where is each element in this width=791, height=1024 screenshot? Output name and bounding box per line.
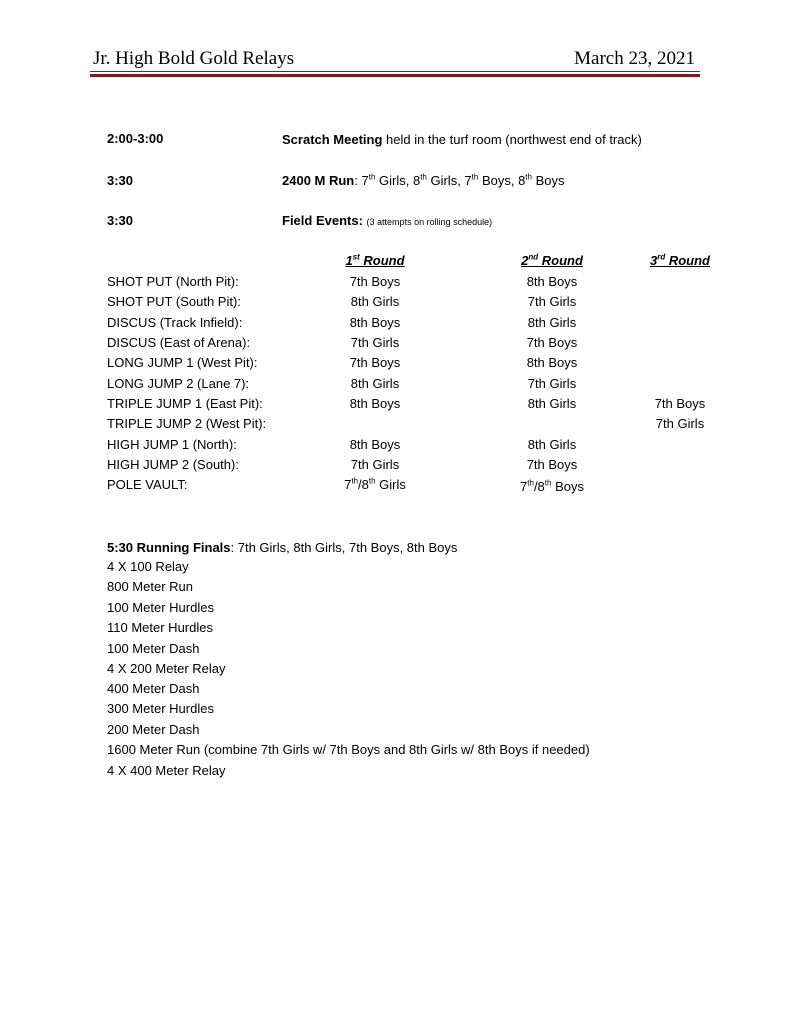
field-event-round-2: 7th Boys [526,335,578,350]
field-event-round-2: 8th Girls [527,396,577,411]
schedule-field-events [282,213,492,230]
schedule-label: 2400 M Run [282,173,355,188]
pole-vault-round-1 [315,477,435,492]
text-part: Boys [551,479,584,494]
field-event-round-1: 8th Boys [349,437,401,452]
superscript: th [351,476,359,486]
superscript: th [368,172,376,182]
running-event: 4 X 100 Relay [107,559,189,574]
text-part: Girls, 7 [426,173,472,188]
schedule-2400-run [282,173,564,189]
field-event-round-2: 8th Girls [527,437,577,452]
superscript: th [368,476,376,486]
round-num: 3 [650,253,658,268]
running-event: 1600 Meter Run (combine 7th Girls w/ 7th Boys and 8th Girls w/ 8th Boys if needed) [107,742,590,757]
schedule-label: Field Events: [282,213,363,228]
field-event-round-2: 7th Girls [527,376,577,391]
round-word: Round [359,253,405,268]
text-part: Boys [531,173,565,188]
field-event-round-1: 8th Boys [349,315,401,330]
field-event-name: DISCUS (Track Infield): [107,315,243,330]
field-event-round-2: 7th Girls [527,294,577,309]
header-rule-thick [90,74,700,77]
schedule-scratch-meeting [282,132,642,148]
running-event: 4 X 200 Meter Relay [107,661,226,676]
field-event-name: TRIPLE JUMP 2 (West Pit): [107,416,267,431]
text-part: /8 [533,479,545,494]
field-event-round-2: 8th Girls [527,315,577,330]
field-event-name: SHOT PUT (South Pit): [107,294,241,309]
document-title: Jr. High Bold Gold Relays [93,48,295,69]
round-num: 1 [345,253,353,268]
running-finals-title: 5:30 Running Finals [107,540,231,555]
field-event-round-3: 7th Girls [655,416,705,431]
schedule-time-field: 3:30 [107,213,134,228]
running-event: 100 Meter Dash [107,641,200,656]
field-event-round-1: 7th Boys [349,274,401,289]
running-event: 200 Meter Dash [107,722,200,737]
running-finals-divisions: : 7th Girls, 8th Girls, 7th Boys, 8th Boys [230,540,458,555]
text-part: /8 [358,477,369,492]
schedule-note: (3 attempts on rolling schedule) [366,217,493,227]
running-finals-heading [107,540,457,556]
field-event-name: LONG JUMP 2 (Lane 7): [107,376,250,391]
field-event-name: HIGH JUMP 2 (South): [107,457,239,472]
field-event-round-2: 8th Boys [526,355,578,370]
field-event-round-2: 8th Boys [526,274,578,289]
superscript: th [527,478,534,488]
round-2-header [492,253,612,268]
schedule-text: held in the turf room (northwest end of track) [382,132,642,147]
field-event-name: TRIPLE JUMP 1 (East Pit): [107,396,263,411]
text-part: 7 [520,479,528,494]
superscript: th [471,172,479,182]
superscript: th [544,478,552,488]
schedule-label: Scratch Meeting [282,132,383,147]
field-event-round-2: 7th Boys [526,457,578,472]
field-event-round-3: 7th Boys [654,396,706,411]
running-event: 110 Meter Hurdles [107,620,213,635]
schedule-time-scratch: 2:00-3:00 [107,131,164,146]
field-event-name: POLE VAULT: [107,477,188,492]
schedule-time-2400: 3:30 [107,173,134,188]
running-event: 4 X 400 Meter Relay [107,763,226,778]
field-event-round-1: 7th Boys [349,355,401,370]
field-event-name: LONG JUMP 1 (West Pit): [107,355,258,370]
field-event-name: SHOT PUT (North Pit): [107,274,239,289]
field-event-name: HIGH JUMP 1 (North): [107,437,237,452]
running-event: 300 Meter Hurdles [107,701,214,716]
round-num: 2 [521,253,529,268]
round-word: Round [538,253,583,268]
running-event: 100 Meter Hurdles [107,600,214,615]
round-suffix: nd [528,252,539,262]
text-part: Boys, 8 [478,173,526,188]
text-part: Girls, 8 [375,173,421,188]
running-event: 400 Meter Dash [107,681,200,696]
text-part: 7 [344,477,352,492]
round-suffix: st [352,252,360,262]
field-event-round-1: 7th Girls [350,457,400,472]
round-word: Round [665,253,710,268]
superscript: th [525,172,532,182]
round-suffix: rd [657,252,666,262]
pole-vault-round-2 [492,479,612,494]
field-event-round-1: 8th Girls [350,376,400,391]
round-3-header [620,253,740,268]
running-event: 800 Meter Run [107,579,193,594]
field-event-round-1: 8th Girls [350,294,400,309]
text-part: Girls [375,477,406,492]
header-rule-thin [90,71,700,72]
field-event-name: DISCUS (East of Arena): [107,335,251,350]
round-1-header [315,253,435,268]
field-event-round-1: 8th Boys [349,396,401,411]
field-event-round-1: 7th Girls [350,335,400,350]
text-part: : 7 [354,173,369,188]
document-date: March 23, 2021 [574,48,695,69]
superscript: th [420,172,427,182]
